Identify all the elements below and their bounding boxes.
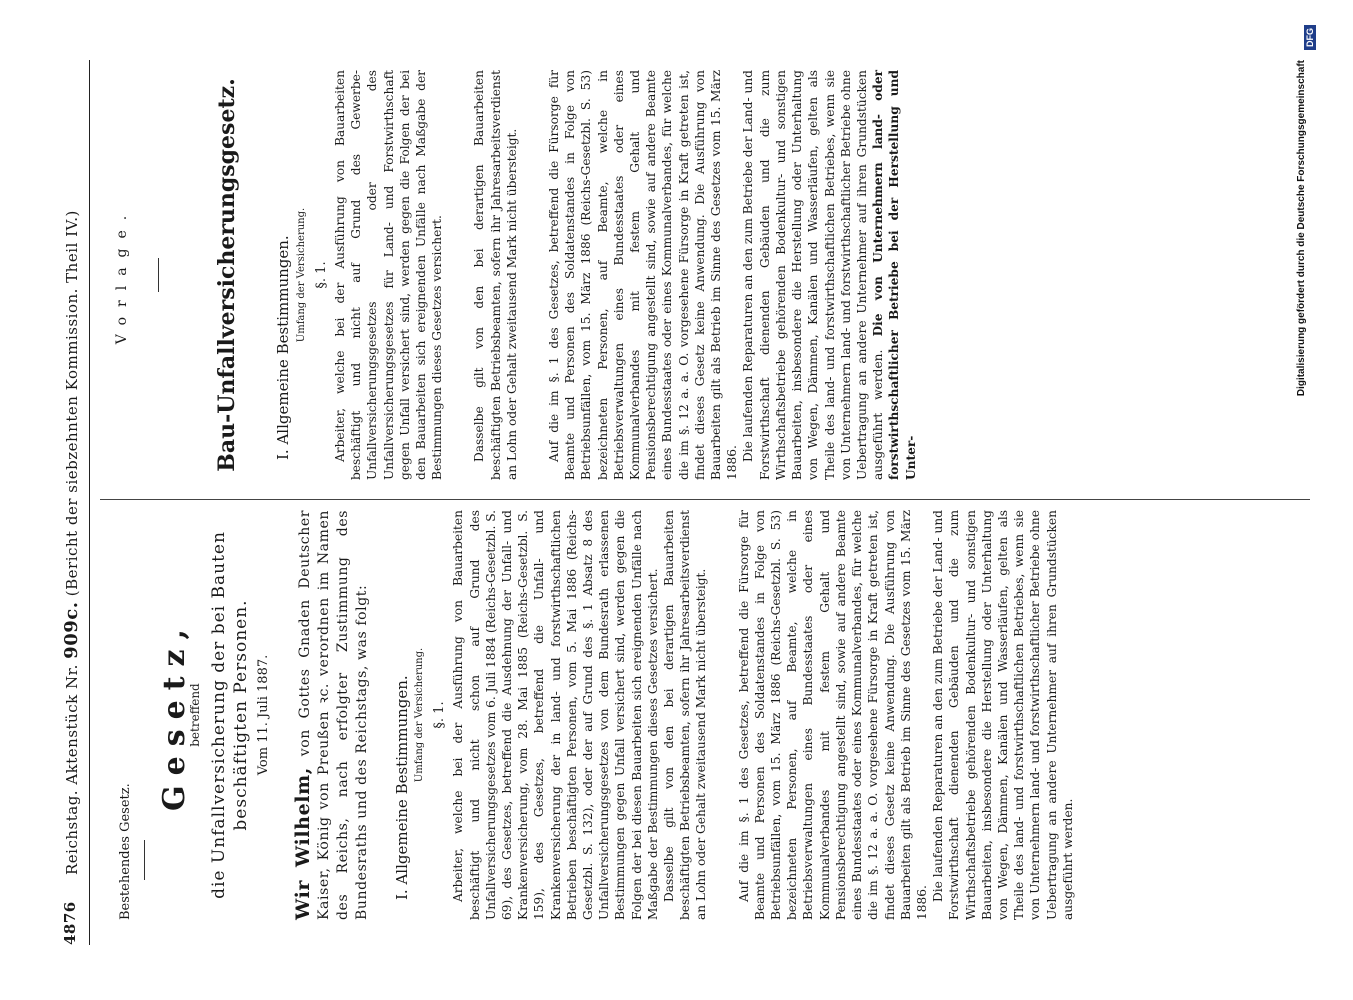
proposal-title: Bau-Unfallversicherungsgesetz. bbox=[214, 78, 241, 472]
document-number: 909c. bbox=[61, 601, 82, 659]
paragraph: Dasselbe gilt von den bei derartigen Bauarbeiten beschäftigten Betriebsbeamten, sofern ihr Jahresarbeitsverdienst an Lohn oder Gehalt zweitausend Mark nicht übersteigt. bbox=[472, 70, 519, 480]
running-title-prefix: Reichstag. Aktenstück Nr. bbox=[63, 664, 81, 875]
running-title-suffix: (Bericht der siebzehnten Kommission. Theil IV.) bbox=[63, 210, 81, 597]
digitization-note: Digitalisierung gefördert durch die Deutsche Forschungsgemeinschaft bbox=[1296, 60, 1307, 397]
paragraph-text: Die laufenden Reparaturen an den zum Betriebe der Land- und Forstwirthschaft dienenden Gebäuden und die zum Wirthschaftsbetriebe gehörenden Bodenkultur- und sonstigen Bauarbeiten, insbesondere die Herstellung oder Unterhaltung von Wegen, Dämmen, Kanälen und Wasserläufen, gelten als Theile des land- und forstwirthschaftlichen Betriebes, wenn sie von Unternehmern land- und forstwirthschaftlicher Betriebe ohne Uebertragung an andere Unternehmer auf ihren Grundstücken ausgeführt werden. bbox=[741, 70, 886, 480]
divider-rule bbox=[158, 258, 159, 292]
paragraph: Dasselbe gilt von den bei derartigen Bauarbeiten beschäftigten Betriebsbeamten, sofern ihr Jahresarbeitsverdienst an Lohn oder Gehalt zweitausend Mark nicht übersteigt. bbox=[662, 510, 709, 920]
paragraph-mark: §. 1. bbox=[432, 701, 448, 729]
paragraph: Auf die im §. 1 des Gesetzes, betreffend die Fürsorge für Beamte und Personen des Soldatenstandes in Folge von Betriebsunfällen, vom 15. März 1886 (Reichs-Gesetzbl. S. 53) bezeichneten Personen, auf Beamte, welche in Betriebsverwaltungen eines Bundesstaates oder eines Kommunalverbandes mit festem Gehalt und Pensionsberechtigung angestellt sind, sowie auf andere Beamte eines Bundesstaates oder eines Kommunalverbandes, für welche die im §. 12 a. a. O. vorgesehene Fürsorge in Kraft getreten ist, findet dieses Gesetz keine Anwendung. Die Ausführung von Bauarbeiten gilt als Betrieb im Sinne des Gesetzes vom 15. März 1886. bbox=[547, 70, 740, 480]
section-subheading: Umfang der Versicherung. bbox=[295, 207, 307, 343]
paragraph: Auf die im §. 1 des Gesetzes, betreffend die Fürsorge für Beamte und Personen des Soldatenstandes in Folge von Betriebsunfällen, vom 15. März 1886 (Reichs-Gesetzbl. S. 53) bezeichneten Personen, auf Beamte, welche in Betriebsverwaltungen eines Bundesstaates oder eines Kommunalverbandes mit festem Gehalt und Pensionsberechtigung angestellt sind, sowie auf andere Beamte eines Bundesstaates oder eines Kommunalverbandes, für welche die im §. 12 a. a. O. vorgesehene Fürsorge in Kraft getreten ist, findet dieses Gesetz keine Anwendung. Die Ausführung von Bauarbeiten gilt als Betrieb im Sinne des Gesetzes vom 15. März 1886. bbox=[736, 510, 929, 920]
paragraph-bold-text: Die von Unternehmern land- oder forstwirthschaftlicher Betriebe bei der Herstellung und Unter- bbox=[871, 69, 918, 480]
column-label: Vorlage. bbox=[114, 205, 130, 345]
section-heading: I. Allgemeine Bestimmungen. bbox=[392, 675, 411, 900]
preamble bbox=[291, 510, 372, 920]
preamble-name: Wir Wilhelm, bbox=[291, 766, 314, 920]
section-subheading: Umfang der Versicherung. bbox=[414, 647, 426, 783]
proposal-column bbox=[100, 70, 919, 480]
law-heading-line: beschäftigten Personen. bbox=[230, 599, 251, 831]
law-heading-line: die Unfallversicherung der bei Bauten bbox=[208, 531, 229, 899]
column-divider bbox=[100, 499, 1310, 500]
preamble-text: von Gottes Gnaden Deutscher Kaiser, König von Preußen ꝛc. verordnen im Namen des Reichs, nach erfolgter Zustimmung des Bundesraths und des Reichstags, was folgt: bbox=[296, 510, 370, 920]
law-title: Gesetz, bbox=[157, 618, 193, 812]
paragraph: Arbeiter, welche bei der Ausführung von Bauarbeiten beschäftigt und nicht schon auf Grund des Unfallversicherungsgesetzes vom 6. Juli 1884 (Reichs-Gesetzbl. S. 69), des Gesetzes, betreffend die Ausdehnung der Unfall- und Krankenversicherung, vom 28. Mai 1885 (Reichs-Gesetzbl. S. 159), des Gesetzes, betreffend die Unfall- und Krankenversicherung der in land- und forstwirthschaftlichen Betrieben beschäftigten Personen, vom 5. Mai 1886 (Reichs-Gesetzbl. S. 132), oder der auf Grund des §. 1 Absatz 8 des Unfallversicherungsgesetzes von dem Bundesrath erlassenen Bestimmungen gegen Unfall versichert sind, werden gegen die Folgen der bei diesen Bauarbeiten sich ereignenden Unfälle nach Maßgabe der Bestimmungen dieses Gesetzes versichert. bbox=[451, 510, 660, 920]
divider-rule bbox=[144, 840, 145, 880]
running-header bbox=[55, 60, 90, 945]
law-subtitle: betreffend bbox=[188, 683, 203, 747]
dfg-logo: DFG bbox=[1304, 25, 1316, 50]
law-heading bbox=[208, 510, 252, 920]
law-date: Vom 11. Juli 1887. bbox=[255, 654, 271, 776]
paragraph-mark: §. 1. bbox=[313, 261, 329, 289]
section-heading: I. Allgemeine Bestimmungen. bbox=[274, 235, 293, 460]
paragraph: Arbeiter, welche bei der Ausführung von Bauarbeiten beschäftigt und nicht auf Grund des Gewerbe-Unfallversicherungsgesetzes oder des Unfallversicherungsgesetzes für Land- und Forstwirthschaft gegen Unfall versichert sind, werden gegen die Folgen der bei den Bauarbeiten sich ereignenden Unfälle nach Maßgabe der Bestimmungen dieses Gesetzes versichert. bbox=[333, 70, 445, 480]
page-number: 4876 bbox=[61, 901, 79, 945]
paragraph: Die laufenden Reparaturen an den zum Betriebe der Land- und Forstwirthschaft dienenden Gebäuden und die zum Wirthschaftsbetriebe gehörenden Bodenkultur- und sonstigen Bauarbeiten, insbesondere die Herstellung oder Unterhaltung von Wegen, Dämmen, Kanälen und Wasserläufen, gelten als Theile des land- und forstwirthschaftlichen Betriebes, wenn sie von Unternehmern land- und forstwirthschaftlicher Betriebe ohne Uebertragung an andere Unternehmer auf ihren Grundstücken ausgeführt werden. bbox=[931, 510, 1075, 920]
paragraph bbox=[740, 70, 918, 480]
column-label: Bestehendes Gesetz. bbox=[118, 783, 133, 920]
existing-law-column bbox=[100, 510, 1076, 920]
running-title bbox=[61, 60, 82, 875]
